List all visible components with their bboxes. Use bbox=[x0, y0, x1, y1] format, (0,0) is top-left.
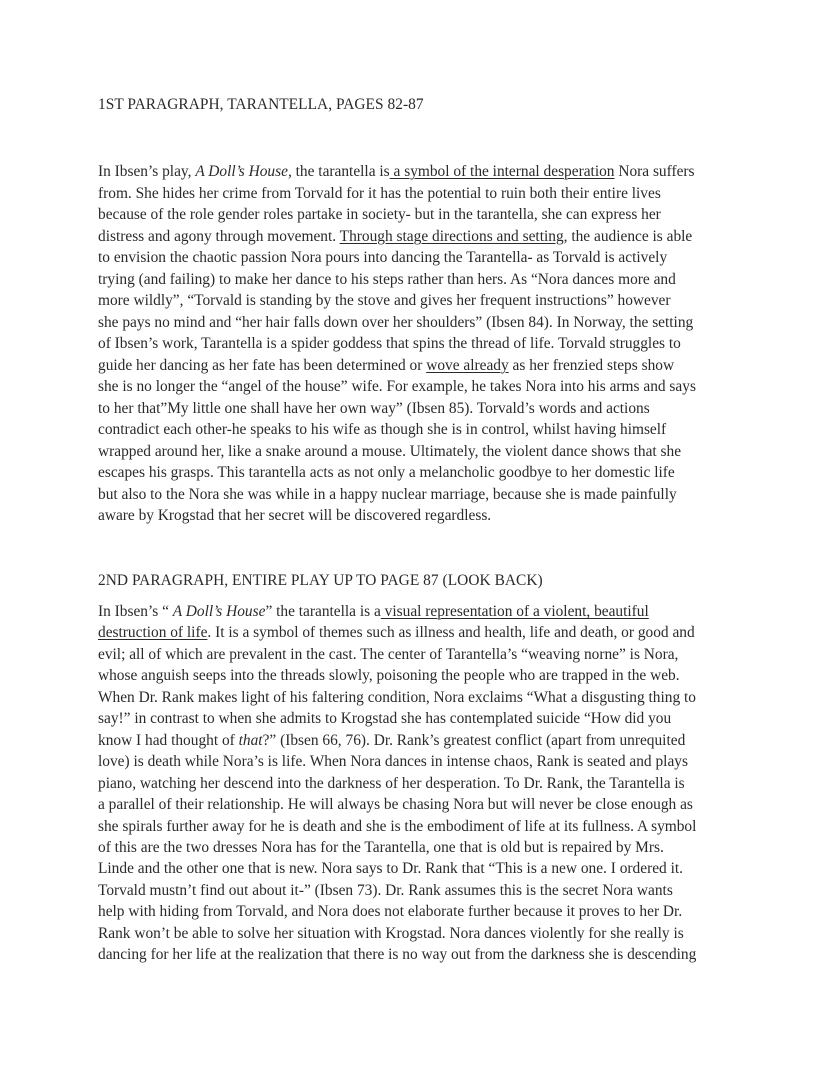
text-run: Rank won’t be able to solve her situation with Krogstad. Nora dances violently for she really is bbox=[98, 924, 684, 942]
text-run: Torvald mustn’t find out about it-” (Ibsen 73). Dr. Rank assumes this is the secret Nora wants bbox=[98, 881, 673, 899]
text-run: In Ibsen’s “ bbox=[98, 603, 173, 620]
text-run: of Ibsen’s work, Tarantella is a spider goddess that spins the thread of life. Torvald struggles to bbox=[98, 335, 681, 352]
text-run: ” the tarantella is a bbox=[265, 603, 381, 620]
underlined-text: a symbol of the internal desperation bbox=[389, 163, 615, 180]
underlined-text: visual representation of a violent, beautiful bbox=[380, 603, 649, 620]
text-run: to envision the chaotic passion Nora pours into dancing the Tarantella- as Torvald is actively bbox=[98, 249, 668, 266]
text-line bbox=[98, 622, 695, 644]
text-line bbox=[98, 751, 688, 773]
text-run: from. She hides her crime from Torvald for it has the potential to ruin both their entire lives bbox=[98, 184, 661, 202]
text-run: but also to the Nora she was while in a happy nuclear marriage, because she is made painfully bbox=[98, 485, 677, 503]
text-run: she spirals further away for he is death and she is the embodiment of life at its fullness. A symbol bbox=[98, 817, 697, 835]
text-run: more wildly”, “Torvald is standing by the stove and gives her frequent instructions” however bbox=[98, 292, 671, 309]
text-run: Nora suffers bbox=[614, 163, 695, 180]
text-run: When Dr. Rank makes light of his faltering condition, Nora exclaims “What a disgusting thing to bbox=[98, 688, 696, 706]
paragraph-2-heading: 2ND PARAGRAPH, ENTIRE PLAY UP TO PAGE 87 (LOOK BACK) bbox=[98, 572, 543, 589]
text-run: to her that”My little one shall have her own way” (Ibsen 85). Torvald’s words and actions bbox=[98, 399, 650, 417]
text-line bbox=[98, 858, 683, 880]
text-run: aware by Krogstad that her secret will be discovered regardless. bbox=[98, 507, 492, 524]
text-line bbox=[98, 247, 667, 269]
text-run: know I had thought of bbox=[98, 731, 239, 749]
text-line bbox=[98, 601, 649, 623]
text-line bbox=[98, 269, 676, 291]
text-run: as her frenzied steps show bbox=[508, 356, 675, 374]
text-line bbox=[98, 880, 673, 902]
text-run: distress and agony through movement. bbox=[98, 227, 340, 245]
text-run: ?” (Ibsen 66, 76). Dr. Rank’s greatest conflict (apart from unrequited bbox=[262, 731, 686, 749]
text-run: Linde and the other one that is new. Nora says to Dr. Rank that “This is a new one. I ordered it. bbox=[98, 860, 683, 878]
text-run: of this are the two dresses Nora has for the Tarantella, one that is old but is repaired by Mrs. bbox=[98, 838, 664, 856]
paragraph-1-heading: 1ST PARAGRAPH, TARANTELLA, PAGES 82-87 bbox=[98, 96, 424, 113]
text-run: escapes his grasps. This tarantella acts as not only a melancholic goodbye to her domestic life bbox=[98, 464, 675, 481]
text-run: wrapped around her, like a snake around a mouse. Ultimately, the violent dance shows that she bbox=[98, 442, 682, 460]
text-line bbox=[98, 644, 678, 666]
text-line bbox=[98, 484, 677, 506]
text-run: love) is death while Nora’s is life. When Nora dances in intense chaos, Rank is seated and plays bbox=[98, 753, 688, 771]
text-run: whose anguish seeps into the threads slowly, poisoning the people who are trapped in the web. bbox=[98, 667, 680, 685]
text-line bbox=[98, 161, 695, 183]
text-run: , the audience is able bbox=[563, 227, 693, 245]
text-run: the tarantella is bbox=[291, 163, 390, 180]
text-line bbox=[98, 773, 685, 795]
text-run: contradict each other-he speaks to his wife as though she is in control, whilst having himself bbox=[98, 421, 667, 438]
text-line bbox=[98, 419, 666, 441]
text-run: evil; all of which are prevalent in the cast. The center of Tarantella’s “weaving norne” is Nora, bbox=[98, 645, 679, 663]
text-line bbox=[98, 226, 692, 248]
text-run: guide her dancing as her fate has been determined or bbox=[98, 356, 427, 374]
text-line bbox=[98, 398, 650, 420]
text-line bbox=[98, 441, 681, 463]
text-line bbox=[98, 708, 671, 730]
underlined-text: destruction of life bbox=[98, 624, 208, 642]
text-line bbox=[98, 665, 680, 687]
text-run: she is no longer the “angel of the house” wife. For example, he takes Nora into his arms and says bbox=[98, 378, 696, 395]
italic-title: A Doll’s House bbox=[172, 603, 266, 620]
text-line bbox=[98, 462, 675, 484]
text-line bbox=[98, 944, 696, 966]
italic-title: that bbox=[238, 731, 263, 749]
text-line bbox=[98, 816, 696, 838]
text-line bbox=[98, 355, 674, 377]
text-line bbox=[98, 290, 671, 312]
text-run: say!” in contrast to when she admits to Krogstad she has contemplated suicide “How did you bbox=[98, 710, 672, 728]
underlined-text: wove already bbox=[426, 356, 509, 374]
text-run: a parallel of their relationship. He will always be chasing Nora but will never be close enough as bbox=[98, 796, 693, 814]
italic-title: A Doll’s House, bbox=[195, 163, 292, 180]
text-line bbox=[98, 794, 693, 816]
text-run: because of the role gender roles partake in society- but in the tarantella, she can express her bbox=[98, 206, 661, 223]
text-line bbox=[98, 204, 661, 226]
text-run: help with hiding from Torvald, and Nora does not elaborate further because it proves to her Dr. bbox=[98, 903, 683, 921]
text-run: In Ibsen’s play, bbox=[98, 163, 196, 180]
text-line bbox=[98, 312, 693, 334]
text-line bbox=[98, 333, 681, 355]
text-line bbox=[98, 923, 684, 945]
text-line bbox=[98, 687, 696, 709]
text-line bbox=[98, 901, 682, 923]
underlined-text: Through stage directions and setting bbox=[339, 227, 564, 245]
text-line bbox=[98, 183, 661, 205]
text-line bbox=[98, 376, 696, 398]
text-run: trying (and failing) to make her dance to his steps rather than hers. As “Nora dances more and bbox=[98, 270, 676, 288]
text-line bbox=[98, 505, 491, 527]
text-line bbox=[98, 730, 685, 752]
text-run: . It is a symbol of themes such as illness and health, life and death, or good and bbox=[207, 624, 695, 642]
text-run: she pays no mind and “her hair falls down over her shoulders” (Ibsen 84). In Norway, the setting bbox=[98, 313, 694, 331]
text-run: dancing for her life at the realization that there is no way out from the darkness she is descending bbox=[98, 946, 697, 964]
text-run: piano, watching her descend into the darkness of her desperation. To Dr. Rank, the Tarantella is bbox=[98, 774, 685, 792]
text-line bbox=[98, 837, 664, 859]
